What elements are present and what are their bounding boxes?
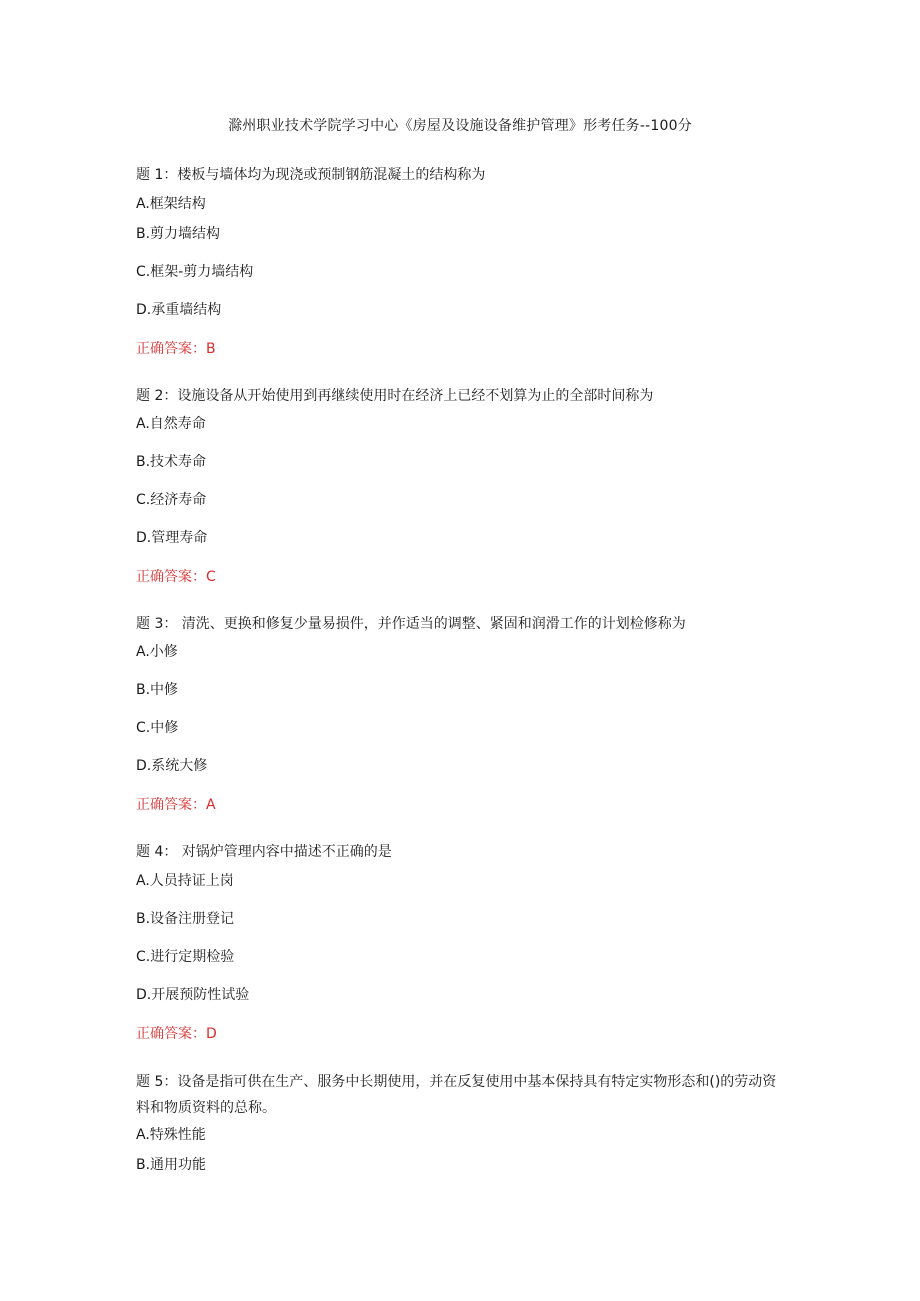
question-2-stem: 题 2：设施设备从开始使用到再继续使用时在经济上已经不划算为止的全部时间称为: [136, 388, 654, 404]
question-2-option-d: D.管理寿命: [136, 530, 208, 546]
question-3-stem: 题 3： 清洗、更换和修复少量易损件，并作适当的调整、紧固和润滑工作的计划检修称为: [136, 616, 686, 632]
question-2-option-c: C.经济寿命: [136, 492, 207, 508]
question-3-option-a: A.小修: [136, 644, 178, 660]
question-3-option-b: B.中修: [136, 682, 179, 698]
question-4-option-c: C.进行定期检验: [136, 949, 235, 965]
question-1-answer: 正确答案：B: [136, 341, 216, 357]
question-2-option-b: B.技术寿命: [136, 454, 207, 470]
question-3-option-c: C.中修: [136, 720, 179, 736]
question-4-option-b: B.设备注册登记: [136, 911, 235, 927]
question-1-option-d: D.承重墙结构: [136, 302, 222, 318]
question-1-option-a: A.框架结构: [136, 196, 206, 212]
question-4-answer: 正确答案：D: [136, 1026, 217, 1042]
question-2-answer: 正确答案：C: [136, 569, 216, 585]
question-1-option-b: B.剪力墙结构: [136, 226, 221, 242]
question-1-option-c: C.框架-剪力墙结构: [136, 264, 254, 280]
question-5-option-a: A.特殊性能: [136, 1127, 206, 1143]
question-5-option-b: B.通用功能: [136, 1157, 207, 1173]
question-3-option-d: D.系统大修: [136, 758, 208, 774]
question-4-option-a: A.人员持证上岗: [136, 873, 234, 889]
question-2-option-a: A.自然寿命: [136, 416, 206, 432]
question-1-stem: 题 1：楼板与墙体均为现浇或预制钢筋混凝土的结构称为: [136, 167, 486, 183]
question-4-option-d: D.开展预防性试验: [136, 987, 250, 1003]
question-5-stem: 题 5：设备是指可供在生产、服务中长期使用，并在反复使用中基本保持具有特定实物形态和()的劳动资料和物质资料的总称。: [136, 1074, 777, 1116]
question-4-stem: 题 4： 对锅炉管理内容中描述不正确的是: [136, 844, 392, 860]
document-title: 滁州职业技术学院学习中心《房屋及设施设备维护管理》形考任务--100分: [228, 118, 692, 134]
question-3-answer: 正确答案：A: [136, 797, 216, 813]
